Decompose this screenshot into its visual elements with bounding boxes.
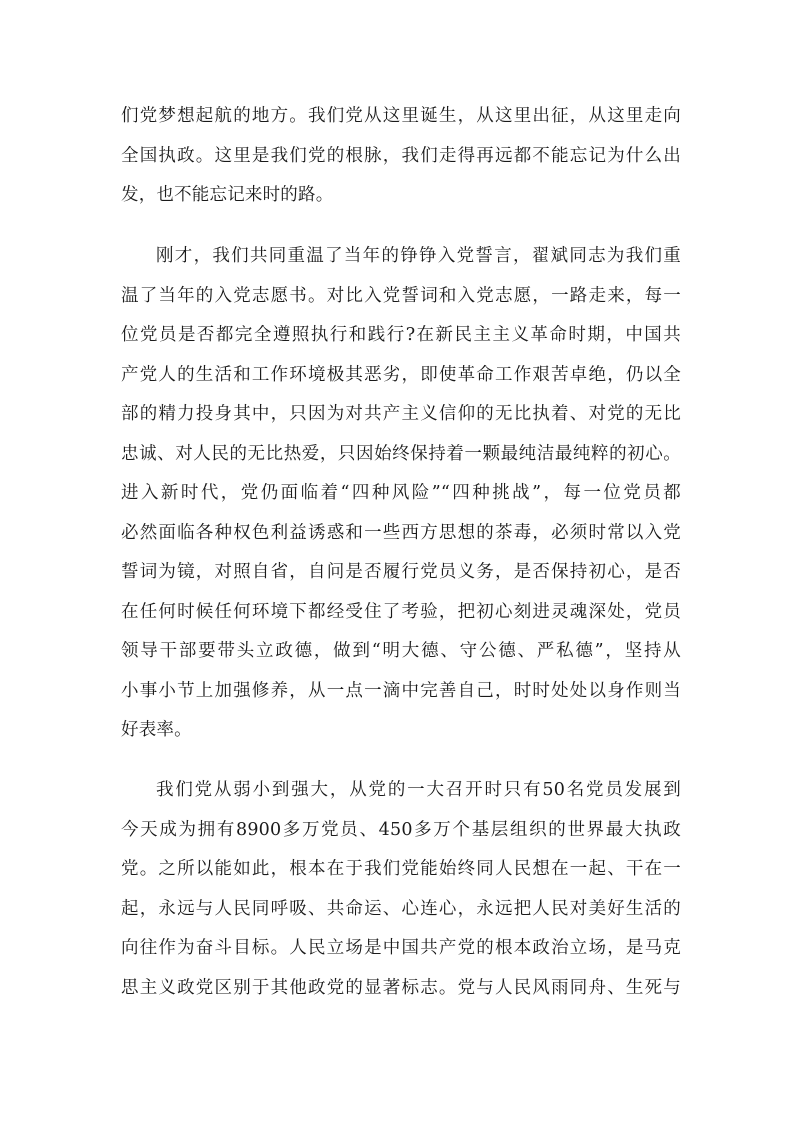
paragraph-line: 在任何时候任何环境下都经受住了考验，把初心刻进灵魂深处，党员 [121,601,681,622]
paragraph-line: 小事小节上加强修养，从一点一滴中完善自己，时时处处以身作则当 [121,680,681,701]
paragraph-line: 思主义政党区别于其他政党的显著标志。党与人民风雨同舟、生死与 [121,977,681,998]
paragraph-3 [121,771,681,1008]
paragraph-line: 刚才，我们共同重温了当年的铮铮入党誓言，翟斌同志为我们重 [156,246,681,266]
paragraph-line: 进入新时代，党仍面临着“四种风险”“四种挑战”，每一位党员都 [121,483,681,503]
paragraph-line: 我们党从弱小到强大，从党的一大召开时只有50名党员发展到 [156,780,681,800]
paragraph-line: 党。之所以能如此，根本在于我们党能始终同人民想在一起、干在一 [121,859,681,879]
paragraph-line: 领导干部要带头立政德，做到“明大德、守公德、严私德”，坚持从 [121,641,681,661]
paragraph-line: 们党梦想起航的地方。我们党从这里诞生，从这里出征，从这里走向 [121,106,681,126]
paragraph-line: 必然面临各种权色利益诱惑和一些西方思想的茶毒，必须时常以入党 [121,522,681,543]
paragraph-line: 好表率。 [121,720,192,740]
paragraph-2 [121,237,681,751]
paragraph-1 [121,97,681,216]
paragraph-line: 忠诚、对人民的无比热爱，只因始终保持着一颗最纯洁最纯粹的初心。 [121,443,681,464]
paragraph-line: 温了当年的入党志愿书。对比入党誓词和入党志愿，一路走来，每一 [121,285,681,306]
paragraph-line: 向往作为奋斗目标。人民立场是中国共产党的根本政治立场，是马克 [121,938,681,958]
paragraph-line: 位党员是否都完全遵照执行和践行?在新民主主义革命时期，中国共 [121,325,681,345]
paragraph-line: 发，也不能忘记来时的路。 [121,185,334,205]
paragraph-line: 产党人的生活和工作环境极其恶劣，即使革命工作艰苦卓绝，仍以全 [121,364,681,385]
paragraph-line: 部的精力投身其中，只因为对共产主义信仰的无比执着、对党的无比 [121,404,681,424]
paragraph-line: 全国执政。这里是我们党的根脉，我们走得再远都不能忘记为什么出 [121,145,681,166]
paragraph-line: 起，永远与人民同呼吸、共命运、心连心，永远把人民对美好生活的 [121,898,681,919]
paragraph-line: 今天成为拥有8900多万党员、450多万个基层组织的世界最大执政 [121,819,681,840]
paragraph-line: 誓词为镜，对照自省，自问是否履行党员义务，是否保持初心，是否 [121,562,681,582]
